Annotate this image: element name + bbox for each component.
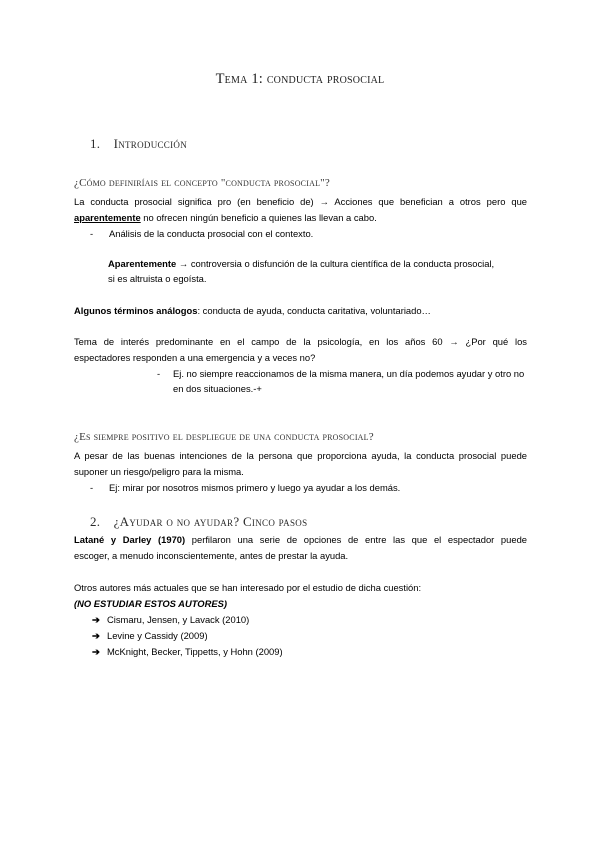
author-name: McKnight, Becker, Tippetts, y Hohn (2009) <box>107 646 283 657</box>
section-number: 1. <box>90 136 101 151</box>
aparentemente-term: Aparentemente <box>108 258 177 269</box>
latane-citation: Latané y Darley (1970) <box>74 534 186 545</box>
aparentemente-block <box>108 256 528 286</box>
paragraph-terminos-analogos <box>74 303 527 318</box>
paragraph-otros-autores: Otros autores más actuales que se han interesado por el estudio de dicha cuestión: <box>74 582 422 593</box>
paragraph-riesgo-line2: suponer un riesgo/peligro para la misma. <box>74 466 244 477</box>
sub-list-line1: Ej. no siempre reaccionamos de la misma manera, un día podemos ayudar y otro no <box>173 368 525 379</box>
arrow-icon: ➔ <box>92 646 100 657</box>
list-item-text: Análisis de la conducta prosocial con el contexto. <box>109 228 314 239</box>
paragraph-latane-line1 <box>74 532 527 547</box>
paragraph-tema-line1: Tema de interés predominante en el campo de la psicología, en los años 60 → ¿Por qué los <box>74 336 527 347</box>
terminos-text: : conducta de ayuda, conducta caritativa, voluntariado… <box>197 305 431 316</box>
bullet-dash: - <box>90 482 94 493</box>
author-list-item <box>92 612 249 627</box>
document-title: Tema 1: conducta prosocial <box>215 71 385 87</box>
bullet-dash: - <box>90 228 94 239</box>
list-item-analisis <box>90 226 313 241</box>
definition-rest: no ofrecen ningún beneficio a quienes las llevan a cabo. <box>140 212 377 223</box>
author-list-item <box>92 628 208 643</box>
sub-list-line2: en dos situaciones.-+ <box>173 383 262 394</box>
latane-text: perfilaron una serie de opciones de entre las que el espectador puede <box>185 534 527 545</box>
section-label: ¿Ayudar o no ayudar? Cinco pasos <box>113 514 308 529</box>
note-no-estudiar: (NO ESTUDIAR ESTOS AUTORES) <box>74 598 227 609</box>
bullet-dash: - <box>157 368 161 379</box>
section-label: Introducción <box>113 136 187 151</box>
section-heading-introduccion <box>90 136 187 151</box>
arrow-icon: ➔ <box>92 630 100 641</box>
aparentemente-text-line2: si es altruista o egoísta. <box>108 273 207 284</box>
section-heading-ayudar <box>90 514 307 529</box>
paragraph-tema-line2: espectadores responden a una emergencia y a veces no? <box>74 352 316 363</box>
aparentemente-text: → controversia o disfunción de la cultura científica de la conducta prosocial, <box>176 258 495 269</box>
author-name: Cismaru, Jensen, y Lavack (2010) <box>107 614 250 625</box>
list-item-ejemplo-mirar <box>90 480 400 495</box>
paragraph-latane-line2: escoger, a menudo inconscientemente, antes de prestar la ayuda. <box>74 550 349 561</box>
list-item-text: Ej: mirar por nosotros mismos primero y luego ya ayudar a los demás. <box>109 482 401 493</box>
section-number: 2. <box>90 514 101 529</box>
question-heading-positivo: ¿Es siempre positivo el despliegue de una conducta prosocial? <box>74 431 374 443</box>
paragraph-riesgo-line1: A pesar de las buenas intenciones de la persona que proporciona ayuda, la conducta prosocial puede <box>74 450 527 461</box>
arrow-icon: ➔ <box>92 614 100 625</box>
question-heading-definicion: ¿Cómo definiríais el concepto "conducta prosocial"? <box>74 177 330 189</box>
author-list-item <box>92 644 283 659</box>
author-name: Levine y Cassidy (2009) <box>107 630 208 641</box>
sub-list-item-ejemplo <box>157 366 529 396</box>
paragraph-definition-line1: La conducta prosocial significa pro (en beneficio de) → Acciones que benefician a otros pero que <box>74 196 527 207</box>
underlined-term: aparentemente <box>74 212 141 223</box>
terminos-label: Algunos términos análogos <box>74 305 198 316</box>
paragraph-definition-line2 <box>74 210 527 225</box>
